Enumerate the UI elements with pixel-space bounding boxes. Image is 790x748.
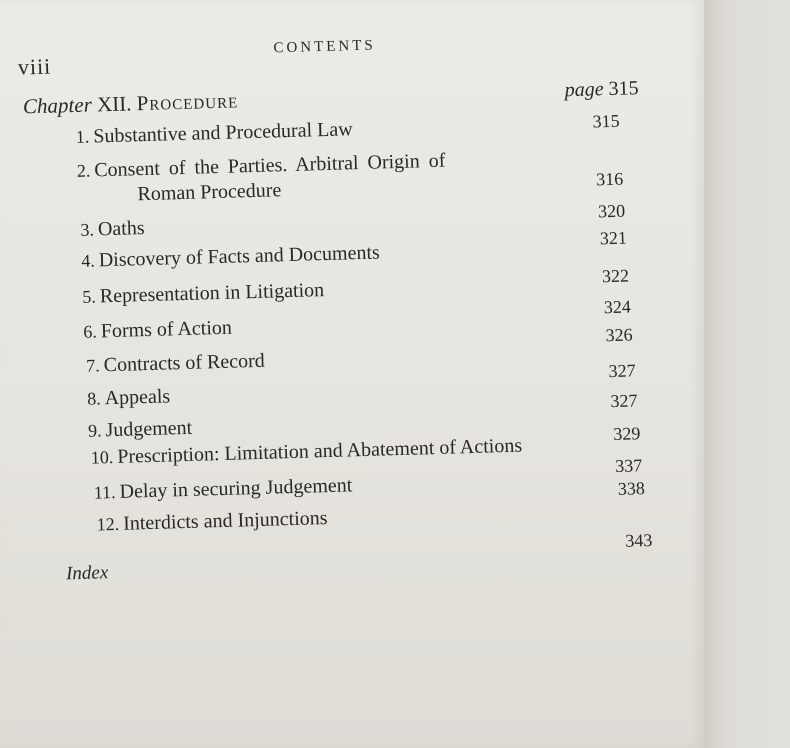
entry-page: 326: [605, 324, 633, 346]
entry-number: 1.: [75, 126, 90, 147]
entry-number: 5.: [82, 286, 97, 307]
toc-entry: [86, 350, 265, 378]
entry-page: 327: [608, 360, 636, 382]
entry-title: Prescription: Limitation and Abatement of Actions: [116, 434, 523, 468]
entry-title: Forms of Action: [100, 316, 233, 343]
entry-page: 324: [603, 296, 632, 318]
entry-page: 327: [610, 390, 638, 412]
chapter-page-number: 315: [608, 77, 639, 101]
entry-number: 4.: [81, 250, 96, 271]
toc-entry: [93, 474, 352, 504]
entry-title-continued: Roman Procedure: [137, 179, 282, 206]
toc-entry: [88, 417, 193, 443]
toc-entry: [87, 385, 171, 410]
index-page: 343: [625, 530, 653, 551]
index-label: Index: [65, 562, 109, 585]
chapter-label: Chapter: [22, 92, 93, 119]
entry-title: Contracts of Record: [103, 349, 266, 377]
entry-title: Oaths: [97, 217, 145, 241]
toc-entry: [81, 241, 380, 272]
toc-entry: [82, 279, 324, 309]
running-title: CONTENTS: [273, 37, 376, 57]
entry-number: 6.: [83, 321, 98, 342]
entry-page: 337: [614, 455, 643, 476]
entry-number: 9.: [87, 420, 102, 441]
entry-number: 10.: [90, 447, 114, 468]
entry-number: 3.: [80, 219, 95, 240]
toc-entry: [76, 150, 445, 183]
entry-page: 316: [595, 168, 624, 190]
entry-title: Representation in Litigation: [99, 279, 325, 308]
chapter-title: Procedure: [136, 88, 239, 116]
toc-entry: [80, 217, 145, 242]
entry-page: 321: [599, 227, 628, 249]
toc-entry: [83, 317, 232, 344]
entry-number: 8.: [86, 388, 101, 409]
entry-page: 329: [613, 423, 641, 445]
entry-page: 320: [597, 200, 626, 222]
toc-entry: [76, 118, 353, 149]
entry-page: 338: [617, 478, 646, 499]
entry-number: 11.: [93, 481, 116, 503]
page-word: page: [564, 78, 604, 102]
entry-number: 2.: [76, 160, 91, 181]
entry-title: Substantive and Procedural Law: [93, 118, 353, 148]
entry-title: Interdicts and Injunctions: [122, 507, 328, 535]
entry-title: Judgement: [105, 416, 193, 442]
chapter-roman: XII.: [96, 91, 132, 117]
chapter-page-ref: [564, 77, 639, 102]
toc-entry: [96, 507, 327, 536]
entry-title: Delay in securing Judgement: [119, 474, 353, 503]
entry-number: 7.: [85, 355, 101, 376]
entry-title: Discovery of Facts and Documents: [98, 241, 381, 272]
page-folio: viii: [17, 53, 52, 80]
entry-title: Appeals: [104, 385, 171, 410]
entry-page: 322: [601, 265, 630, 287]
entry-title: Consent of the Parties. Arbitral Origin of: [93, 149, 446, 182]
chapter-heading: [23, 88, 239, 119]
entry-number: 12.: [96, 513, 120, 535]
entry-page: 315: [592, 110, 620, 132]
